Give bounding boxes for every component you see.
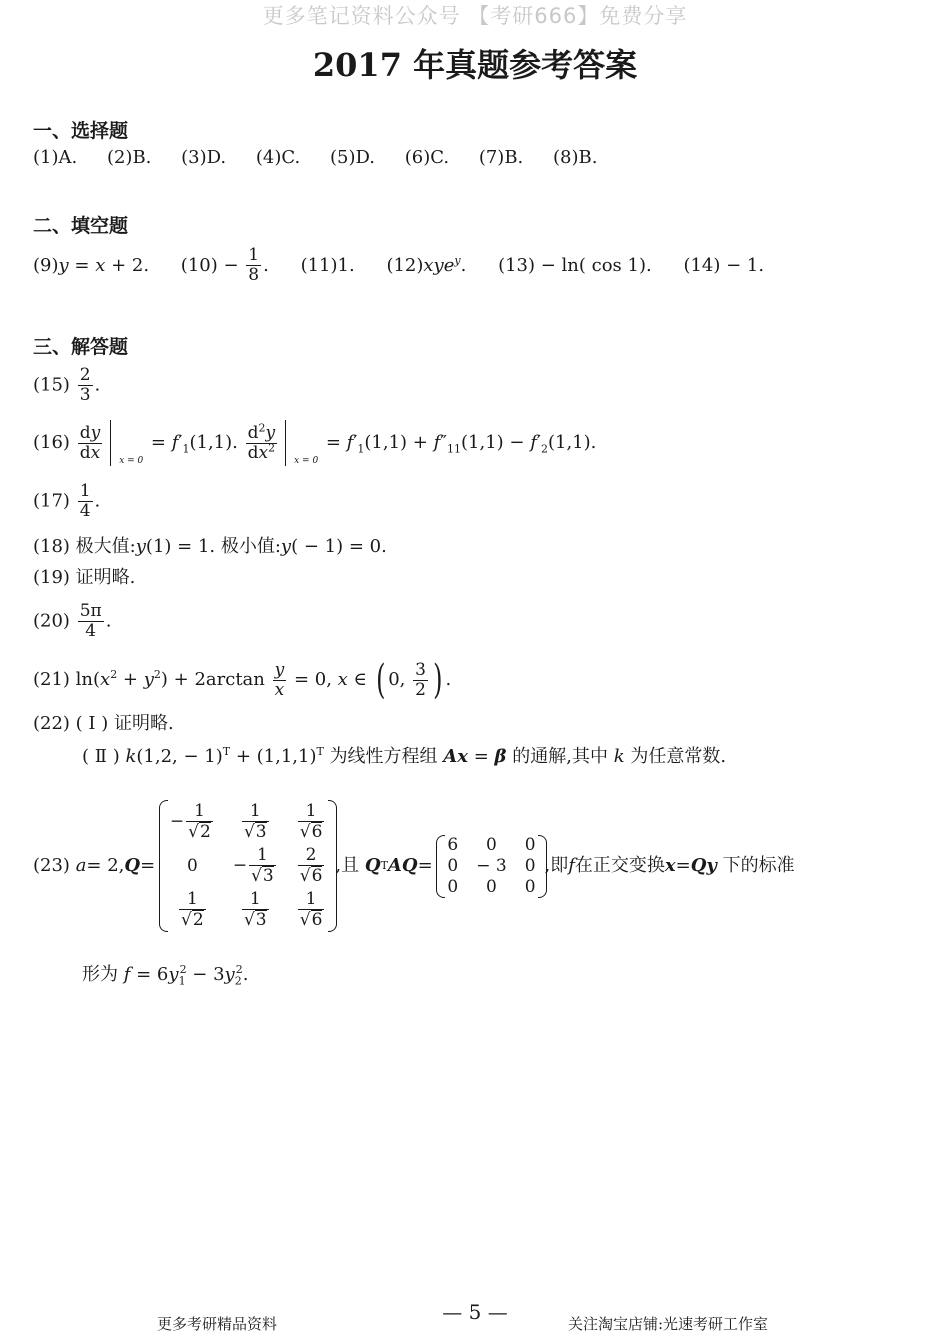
footer-right: 关注淘宝店铺:光速考研工作室	[568, 1315, 769, 1333]
answer-q15: (15) $\frac{2}{3}$ .	[33, 365, 101, 405]
choice-answers	[33, 149, 621, 167]
choice-answer: (2)B.	[106, 147, 152, 168]
answer-q13: (13) − ln( cos 1).	[498, 254, 652, 276]
answer-q12: (12)xye$^y$.	[386, 253, 467, 276]
page-title: 2017 年真题参考答案	[312, 46, 638, 84]
choice-answer: (6)C.	[404, 147, 450, 168]
choice-answer: (1)A.	[33, 147, 78, 168]
answer-q22-part1: (22) ( Ⅰ ) 证明略.	[33, 713, 174, 734]
answer-q11: (11)1.	[300, 254, 355, 276]
answer-q22-part2: ( Ⅱ ) k(1,2, − $1)^T + (1,1,1)^T$ 为线性方程组 Ax = β 的通解,其中 k 为任意常数.	[82, 745, 727, 767]
fill-answers	[33, 246, 790, 285]
section-heading-solve: 三、解答题	[33, 336, 129, 358]
section-heading-fill: 二、填空题	[33, 215, 129, 237]
page-number: — 5 —	[442, 1300, 508, 1324]
footer-left: 更多考研精品资料	[157, 1315, 278, 1333]
answer-q18: (18) 极大值:y(1) = 1. 极小值:y( − 1) = 0.	[33, 536, 387, 557]
choice-answer: (5)D.	[329, 147, 375, 168]
answer-q23: (23) a = 2, Q = − $\frac{1}{√2}$ $\frac{1}{√3}$ $\frac{1}{√6}$ 0 − $\frac{1}{√3}$ $\frac{2}{√6}$ $\frac{1}{√2}$ $\frac{1}{√3}$ $\frac{1}{√6}$ ,且 Q T AQ = 6 0 0 0 − 3 0 0 0 0 ,即 f 在正交变换 x = Qy 下的标准	[33, 801, 795, 930]
answer-q23-line2: 形为 $f = 6y_1^2 - 3y_2^2$.	[82, 963, 249, 988]
matrix-q: − $\frac{1}{√2}$ $\frac{1}{√3}$ $\frac{1}{√6}$ 0 − $\frac{1}{√3}$ $\frac{2}{√6}$ $\frac{1}{√2}$ $\frac{1}{√3}$ $\frac{1}{√6}$	[161, 800, 336, 932]
section-heading-choice: 一、选择题	[33, 120, 129, 142]
choice-answer: (3)D.	[181, 147, 227, 168]
matrix-diag: 6 0 0 0 − 3 0 0 0 0	[438, 835, 544, 898]
answer-q17: (17) $\frac{1}{4}$ .	[33, 481, 101, 521]
answer-q20: (20) $\frac{5\pi}{4}$ .	[33, 601, 112, 641]
answer-q16: (16) $\frac{dy}{dx}$ x = 0 = $f'_1(1,1)$. $\frac{d^2y}{dx^2}$ x = 0 = $f'_1(1,1) + f''_{11}(1,1) - f'_2(1,1)$.	[33, 420, 597, 466]
answer-q19: (19) 证明略.	[33, 567, 136, 588]
answer-q10: (10) − $\frac{1}{8}$ .	[180, 245, 269, 285]
choice-answer: (4)C.	[255, 147, 301, 168]
answer-q9: (9)y = x + 2.	[33, 254, 150, 276]
choice-answer: (8)B.	[553, 147, 598, 168]
answer-q14: (14) − 1.	[683, 254, 765, 276]
choice-answer: (7)B.	[478, 147, 524, 168]
answer-q21: (21) $\ln(x^2 + y^2) + 2\arctan$ $\frac{y}{x}$ = 0, x ∈ ( 0, $\frac{3}{2}$ ) .	[33, 657, 452, 703]
watermark: 更多笔记资料公众号 【考研666】免费分享	[262, 4, 688, 28]
